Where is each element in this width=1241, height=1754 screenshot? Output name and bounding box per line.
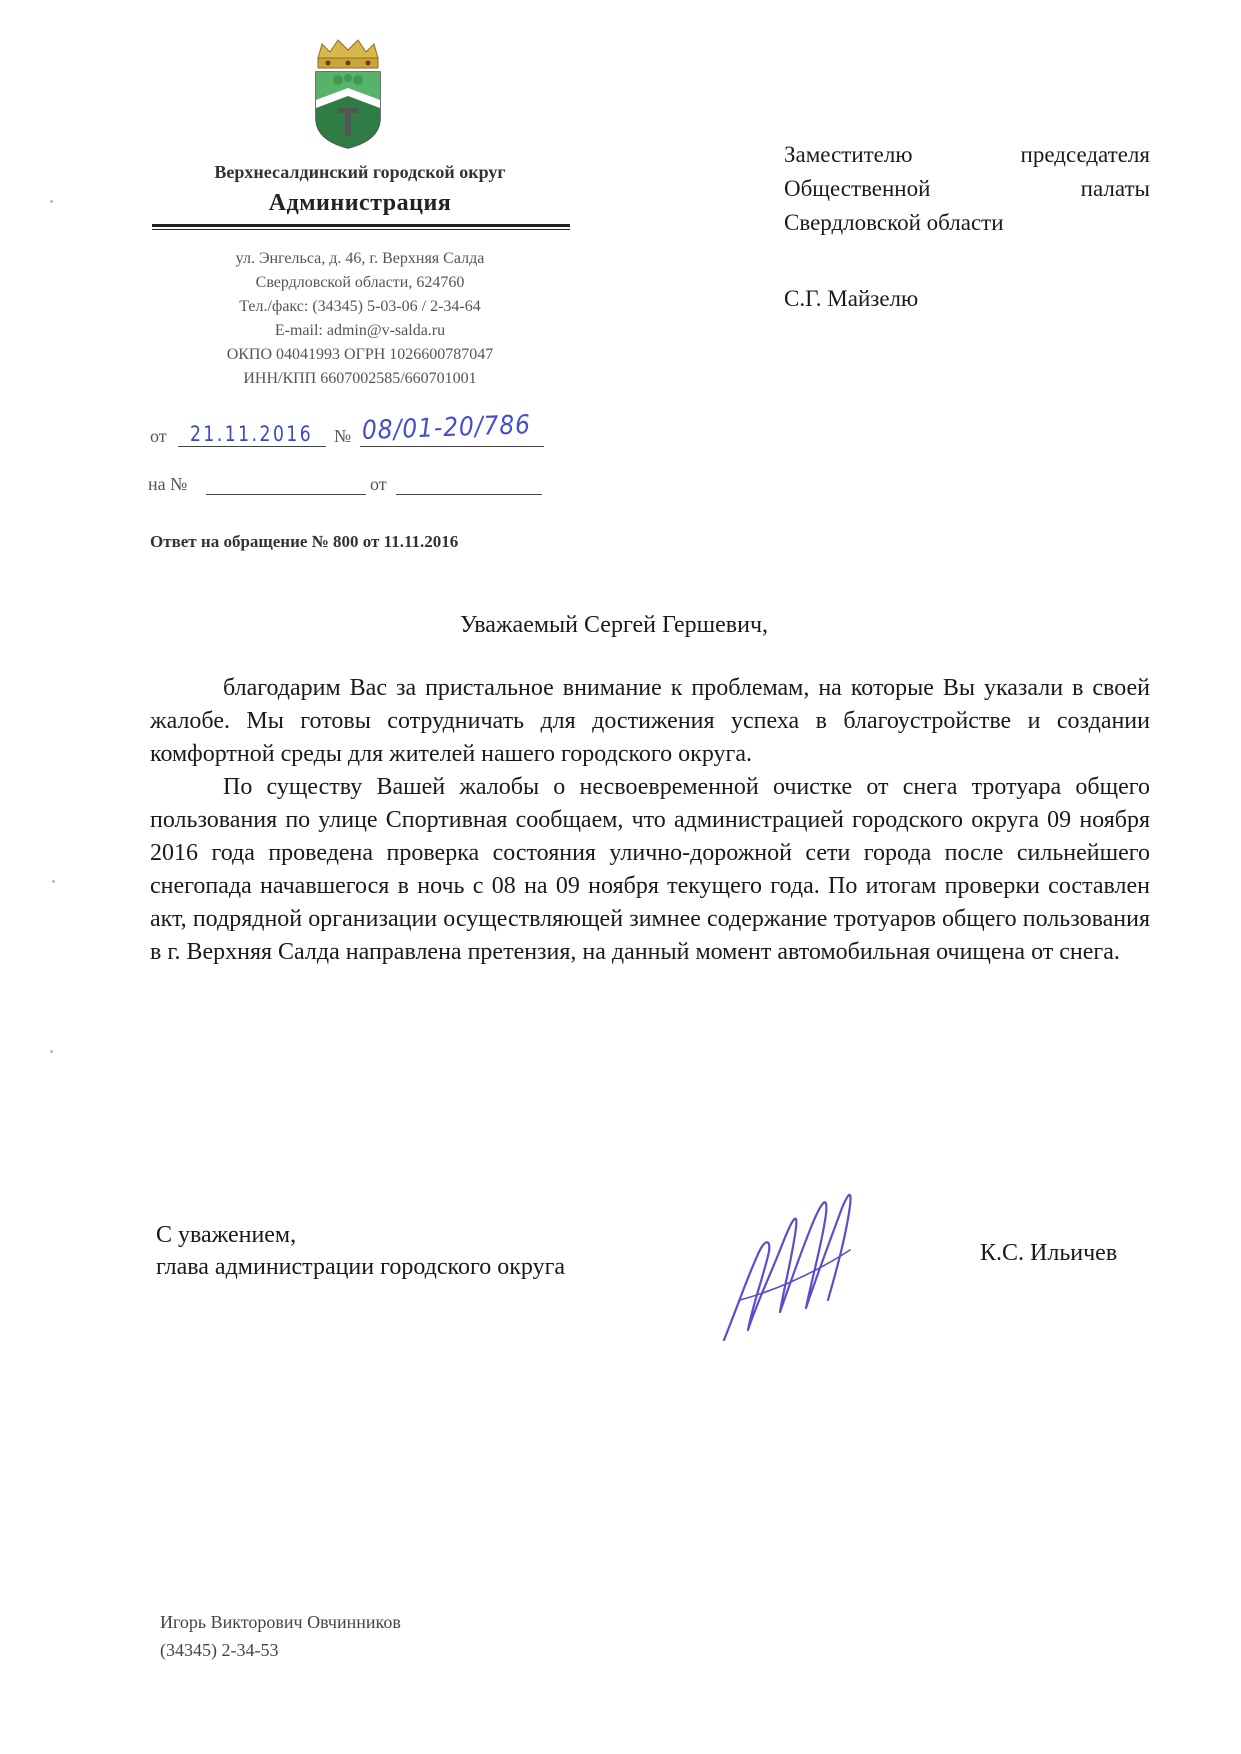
organization-name: Верхнесалдинский городской округ [214,162,506,182]
reg-to-from-line [396,476,542,495]
crown-icon [318,40,378,68]
coat-of-arms-image [308,38,388,150]
contact-phone: Тел./факс: (34345) 5-03-06 / 2-34-64 [239,298,481,315]
salutation: Уважаемый Сергей Гершевич, [460,612,769,638]
contact-region: Свердловской области, 624760 [255,274,465,291]
addressee-region: Свердловской области [784,210,1004,235]
scan-artifact [50,1050,53,1053]
letterhead-divider-thick [152,224,570,227]
addressee-org-cont: палаты [1080,176,1150,201]
addressee-line-3 [784,210,1150,236]
executor-phone: (34345) 2-34-53 [160,1640,279,1660]
reg-to-from-label: от [370,474,387,494]
reg-number-label: № [334,426,352,446]
addressee-line-1 [784,142,1150,168]
scan-artifact [52,880,55,883]
body-paragraph-2: По существу Вашей жалобы о несвоевременной очистке от снега тротуара общего пользования по улице Спортивная сообщаем, что администрацией городского округа 09 ноября 2016 года проведена проверка состояния улично-дорожной сети города после сильнейшего снегопада начавшегося в ночь с 08 на 09 ноября текущего года. По итогам проверки составлен акт, подрядной организации осуществляющей зимнее содержание тротуаров общего пользования в г. Верхняя Салда направлена претензия, на данный момент автомобильная очищена от снега. [150,774,1150,965]
shield-icon [316,72,380,148]
addressee-line-4 [784,286,1150,312]
contact-address: ул. Энгельса, д. 46, г. Верхняя Салда [235,250,485,267]
reg-number-handwritten: 08/01-20/786 [361,410,532,446]
addressee-org: Общественной [784,176,931,201]
body-text [150,672,1150,969]
letterhead-divider-thin [152,229,570,230]
addressee-position-cont: председателя [1020,142,1150,167]
reg-to-label: на № [148,474,188,494]
reply-reference: Ответ на обращение № 800 от 11.11.2016 [150,532,459,551]
reg-date-stamp: 21.11.2016 [190,422,314,446]
signer-name: К.С. Ильичев [980,1240,1118,1266]
reg-to-line [206,476,366,495]
contact-email: E-mail: admin@v-salda.ru [274,322,446,339]
addressee-line-2 [784,176,1150,202]
reg-from-label: от [150,426,167,446]
executor-name: Игорь Викторович Овчинников [160,1612,401,1632]
scan-artifact [50,200,53,203]
addressee-position: Заместителю [784,142,913,167]
body-paragraph-1: благодарим Вас за пристальное внимание к проблемам, на которые Вы указали в своей жалобе. Мы готовы сотрудничать для достижения успеха в благоустройстве и создании комфортной среды для жителей нашего городского округа. [150,675,1150,767]
closing-position: глава администрации городского округа [156,1254,566,1280]
contact-okpo-ogrn: ОКПО 04041993 ОГРН 1026600787047 [226,346,494,363]
contact-inn-kpp: ИНН/КПП 6607002585/660701001 [243,370,477,387]
closing-regards: С уважением, [156,1222,297,1248]
handwritten-signature-image [700,1180,900,1350]
organization-title: Администрация [268,190,452,216]
addressee-name: С.Г. Майзелю [784,286,919,311]
